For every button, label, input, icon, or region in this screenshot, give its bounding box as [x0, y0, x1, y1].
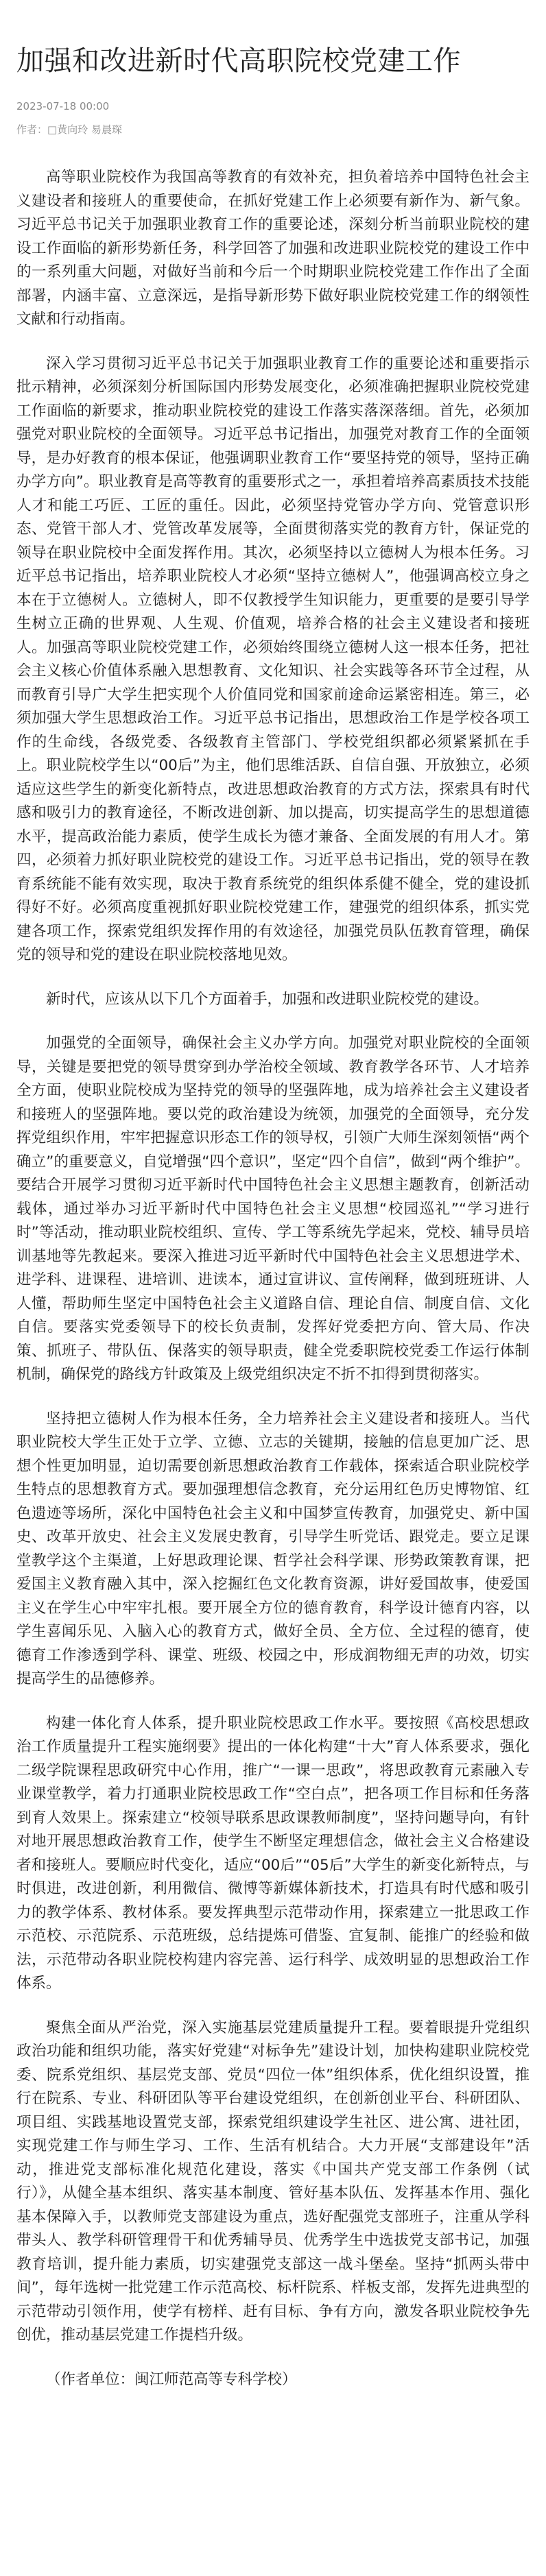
paragraph: 聚焦全面从严治党，深入实施基层党建质量提升工程。要着眼提升党组织政治功能和组织功能，落实好党建“对标争先”建设计划，加快构建职业院校党委、院系党组织、基层党支部、党员“四位一体”组织体系，优化组织设置，推行在院系、专业、科研团队等平台建设党组织，在创新创业平台、科研团队、项目组、实践基地设置党支部，探索党组织建设学生社区、进公寓、进社团，实现党建工作与师生学习、工作、生活有机结合。大力开展“支部建设年”活动，推进党支部标准化规范化建设，落实《中国共产党支部工作条例（试行）》，从健全基本组织、落实基本制度、管好基本队伍、发挥基本作用、强化基本保障入手，以教师党支部建设为重点，选好配强党支部班子，注重从学科带头人、教学科研管理骨干和优秀辅导员、优秀学生中选拔党支部书记，加强教育培训，提升能力素质，切实建强党支部这一战斗堡垒。坚持“抓两头带中间”，每年选树一批党建工作示范高校、标杆院系、样板支部，发挥先进典型的示范带动引领作用，使学有榜样、赶有目标、争有方向，激发各职业院校争先创优，推动基层党建工作提档升级。: [16, 2019, 530, 2344]
paragraph: 构建一体化育人体系，提升职业院校思政工作水平。要按照《高校思想政治工作质量提升工程实施纲要》提出的一体化构建“十大”育人体系要求，强化二级学院课程思政研究中心作用，推广“一课一思政”，将思政教育元素融入专业课堂教学，着力打通职业院校思政工作“空白点”，把各项工作目标和任务落到育人效果上。探索建立“校领导联系思政课教师制度”，坚持问题导向，有针对地开展思想政治教育工作，使学生不断坚定理想信念，做社会主义合格建设者和接班人。要顺应时代变化，适应“00后”“05后”大学生的新变化新特点，与时俱进，改进创新，利用微信、微博等新媒体新技术，打造具有时代感和吸引力的教学体系、教材体系。要发挥典型示范带动作用，探索建立一批思政工作示范校、示范院系、示范班级，总结提炼可借鉴、宜复制、能推广的经验和做法，示范带动各职业院校构建内容完善、运行科学、成效明显的思想政治工作体系。: [16, 1714, 530, 1992]
paragraph: 坚持把立德树人作为根本任务，全力培养社会主义建设者和接班人。当代职业院校大学生正处于立学、立德、立志的关键期，接触的信息更加广泛、思想个性更加明显，迫切需要创新思想政治教育工作载体，探索适合职业院校学生特点的思想教育方式。要加强理想信念教育，充分运用红色历史博物馆、红色遗迹等场所，深化中国特色社会主义和中国梦宣传教育，加强党史、新中国史、改革开放史、社会主义发展史教育，引导学生听党话、跟党走。要立足课堂教学这个主渠道，上好思政理论课、哲学社会科学课、形势政策教育课，把爱国主义教育融入其中，深入挖掘红色文化教育资源，讲好爱国故事，使爱国主义在学生心中牢牢扎根。要开展全方位的德育教育，科学设计德育内容，以学生喜闻乐见、入脑入心的教育方式，做好全员、全方位、全过程的德育，使德育工作渗透到学科、课堂、班级、校园之中，形成润物细无声的功效，切实提高学生的品德修养。: [16, 1410, 530, 1687]
article-title: 加强和改进新时代高职院校党建工作: [16, 45, 461, 77]
paragraph: 深入学习贯彻习近平总书记关于加强职业教育工作的重要论述和重要指示批示精神，必须深刻分析国际国内形势发展变化，必须准确把握职业院校党建工作面临的新要求，推动职业院校党的建设工作落实落深落细。首先，必须加强党对职业院校的全面领导。习近平总书记指出，加强党对教育工作的全面领导，是办好教育的根本保证，他强调职业教育工作“要坚持党的领导，坚持正确办学方向”。职业教育是高等教育的重要形式之一，承担着培养高素质技术技能人才和能工巧匠、工匠的重任。因此，必须坚持党管办学方向、党管意识形态、党管干部人才、党管改革发展等，全面贯彻落实党的教育方针，保证党的领导在职业院校中全面发挥作用。其次，必须坚持以立德树人为根本任务。习近平总书记指出，培养职业院校人才必须“坚持立德树人”，他强调高校立身之本在于立德树人。立德树人，即不仅教授学生知识能力，更重要的是要引导学生树立正确的世界观、人生观、价值观，培养合格的社会主义建设者和接班人。加强高等职业院校党建工作，必须始终围绕立德树人这一根本任务，把社会主义核心价值体系融入思想教育、文化知识、社会实践等各环节全过程，从而教育引导广大学生把实现个人价值同党和国家前途命运紧密相连。第三，必须加强大学生思想政治工作。习近平总书记指出，思想政治工作是学校各项工作的生命线，各级党委、各级教育主管部门、学校党组织都必须紧紧抓在手上。职业院校学生以“00后”为主，他们思维活跃、自信自强、开放独立，必须适应这些学生的新变化新特点，改进思想政治教育的方式方法，探索具有时代感和吸引力的教育途径，不断改进创新、加以提高，切实提高学生的思想道德水平，提高政治能力素质，使学生成长为德才兼备、全面发展的有用人才。第四，必须着力抓好职业院校党的建设工作。习近平总书记指出，党的领导在教育系统能不能有效实现，取决于教育系统党的组织体系健不健全，党的建设抓得好不好。必须高度重视抓好职业院校党建工作，建强党的组织体系，抓实党建各项工作，探索党组织发挥作用的有效途径，加强党员队伍教育管理，确保党的领导和党的建设在职业院校落地见效。: [16, 354, 530, 963]
paragraph: 加强党的全面领导，确保社会主义办学方向。加强党对职业院校的全面领导，关键是要把党的领导贯穿到办学治校全领域、教育教学各环节、人才培养全方面，使职业院校成为坚持党的领导的坚强阵地，成为培养社会主义建设者和接班人的坚强阵地。要以党的政治建设为统领，加强党的全面领导，充分发挥党组织作用，牢牢把握意识形态工作的领导权，引领广大师生深刻领悟“两个确立”的重要意义，自觉增强“四个意识”，坚定“四个自信”，做到“两个维护”。要结合开展学习贯彻习近平新时代中国特色社会主义思想主题教育，创新活动载体，通过举办习近平新时代中国特色社会主义思想“校园巡礼”“学习进行时”等活动，推动职业院校组织、宣传、学工等系统先学起来，党校、辅导员培训基地等先教起来。要深入推进习近平新时代中国特色社会主义思想进学术、进学科、进课程、进培训、进读本，通过宣讲议、宣传阐释，做到班班讲、人人懂，帮助师生坚定中国特色社会主义道路自信、理论自信、制度自信、文化自信。要落实党委领导下的校长负责制，发挥好党委把方向、管大局、作决策、抓班子、带队伍、保落实的领导职责，健全党委职院校党委工作运行体制机制，确保党的路线方针政策及上级党组织决定不折不扣得到贯彻落实。: [16, 1035, 530, 1383]
article-body: [16, 166, 530, 2392]
author-affiliation: （作者单位：闽江师范高等专科学校）: [46, 2370, 297, 2388]
paragraph: 高等职业院校作为我国高等教育的有效补充，担负着培养中国特色社会主义建设者和接班人的重要使命，在抓好党建工作上必须要有新作为、新气象。习近平总书记关于加强职业教育工作的重要论述，深刻分析当前职业院校的建设工作面临的新形势新任务，科学回答了加强和改进职业院校党的建设工作中的一系列重大问题，对做好当前和今后一个时期职业院校党建工作作出了全面部署，内涵丰富、立意深远，是指导新形势下做好职业院校党建工作的纲领性文献和行动指南。: [16, 169, 530, 328]
paragraph: 新时代，应该从以下几个方面着手，加强和改进职业院校党的建设。: [46, 990, 489, 1008]
publish-date: 2023-07-18 00:00: [16, 100, 110, 112]
author-line: 作者：□黄向玲 易晨琛: [16, 123, 122, 136]
